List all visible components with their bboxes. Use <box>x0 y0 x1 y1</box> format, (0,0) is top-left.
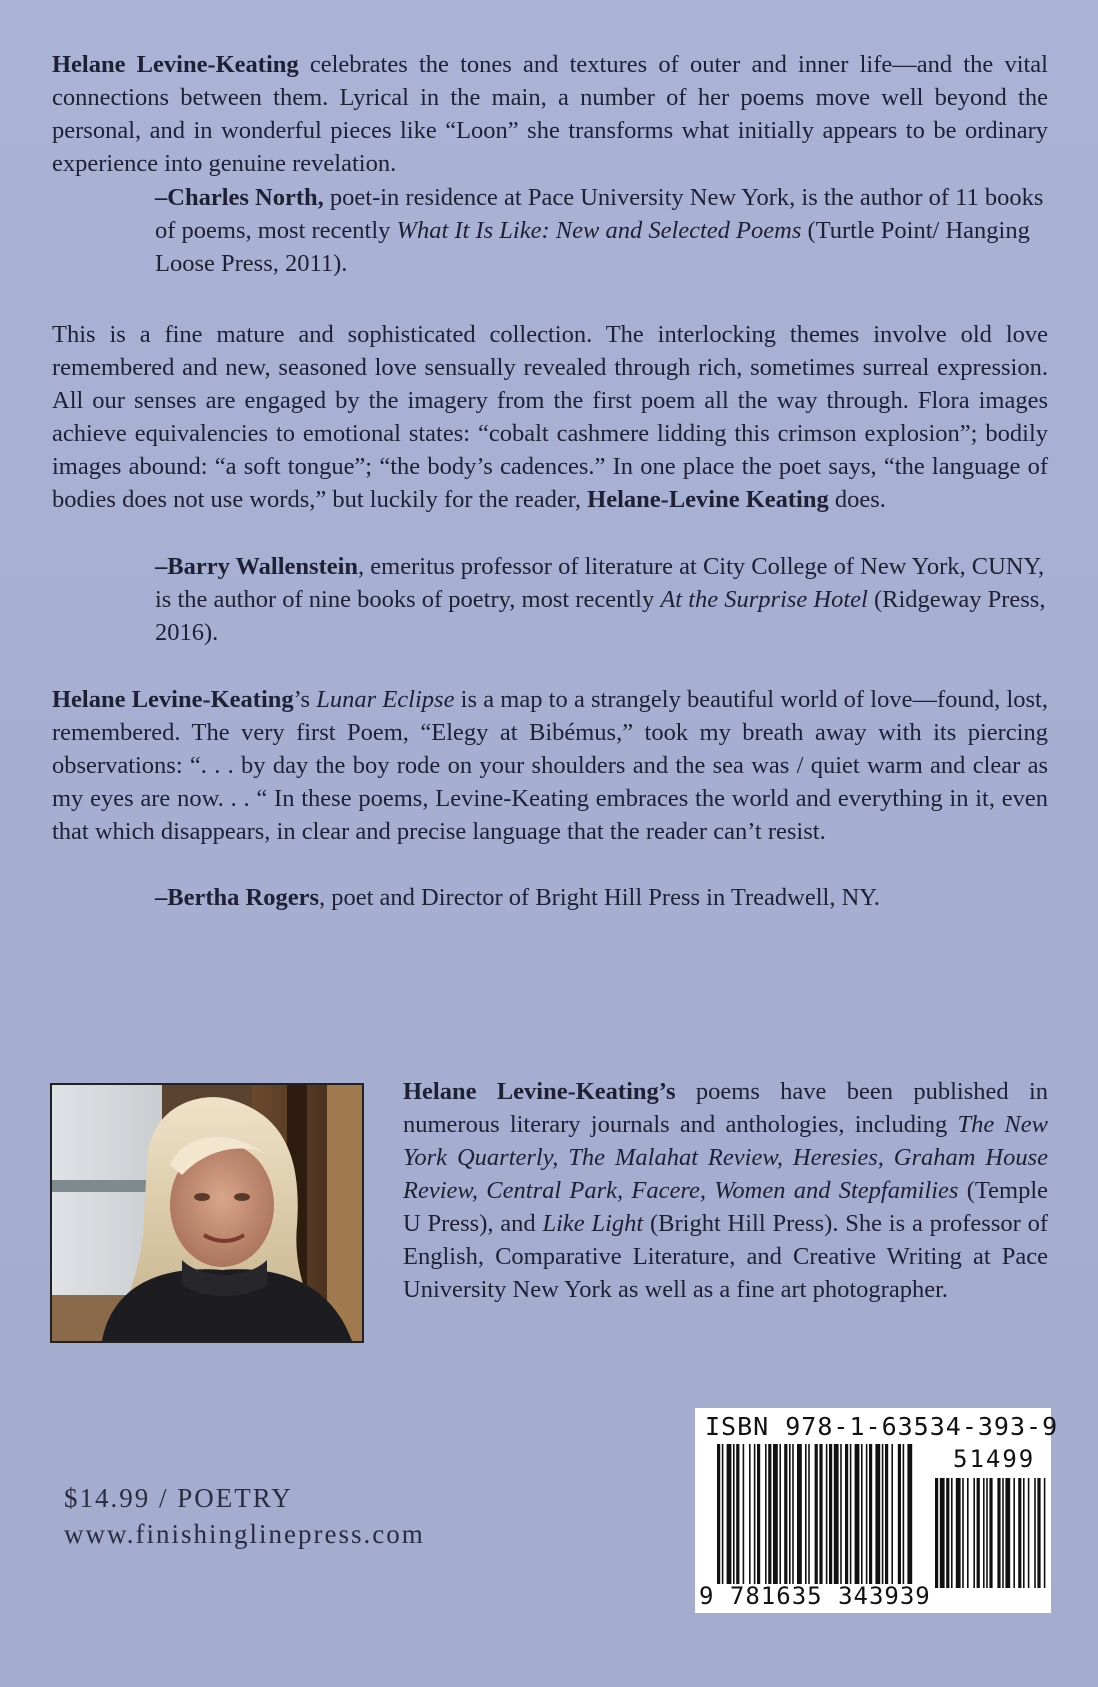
addon-bar <box>1005 1478 1010 1588</box>
book-title: Lunar Eclipse <box>316 686 455 713</box>
addon-bar <box>1037 1478 1040 1588</box>
bio-text: (Temple U Press), and <box>403 1177 1049 1237</box>
barcode-bar <box>885 1444 888 1584</box>
blurb-text: This is a fine mature and sophisticated collection. The interlocking themes involve old love remembered and new, seasoned love sensually revealed through rich, sometimes surreal expression. All our senses are engaged by the imagery from the first poem all the way through. Flora images achieve equivalencies to emotional states: “cobalt cashmere lidding this crimson explosion”; bodily images abound: “a soft tongue”; “the body’s cadences.” In one place the poet says, “the language of bodies does not use words,” but luckily for the reader, <box>52 321 1048 513</box>
ean-lead-digit: 9 <box>699 1582 715 1610</box>
author-bio <box>403 1075 1048 1306</box>
addon-bar <box>935 1478 938 1588</box>
addon-bar <box>967 1478 969 1588</box>
bio-text: poems have been published in numerous literary journals and anthologies, including <box>403 1078 1048 1138</box>
addon-bar <box>1013 1478 1015 1588</box>
barcode-bar <box>749 1444 751 1584</box>
isbn-barcode <box>695 1408 1059 1613</box>
barcode-bar <box>757 1444 760 1584</box>
barcode-bar <box>754 1444 756 1584</box>
addon-bar <box>951 1478 953 1588</box>
bio-text: (Bright Hill Press). She is a professor of English, Comparative Literature, and Creative Writing at Pace University New York as well as a fine art photographer. <box>403 1210 1048 1303</box>
journal-titles: The New York Quarterly, The Malahat Review, Heresies, Graham House Review, Central Park, Facere, Women and Stepfamilies <box>403 1111 1048 1204</box>
author-portrait-image <box>52 1085 362 1341</box>
attribution-charles-north <box>155 181 1048 280</box>
attribution-text: (Ridgeway Press, 2016). <box>155 586 1046 646</box>
barcode-bar <box>834 1444 839 1584</box>
price-category: $14.99 / POETRY <box>64 1483 293 1513</box>
addon-bar <box>940 1478 945 1588</box>
isbn-label: ISBN 978-1-63534-393-9 <box>705 1412 1059 1441</box>
blurb-barry-wallenstein <box>52 318 1048 516</box>
barcode-bar <box>784 1444 787 1584</box>
blurb-bertha-rogers <box>52 683 1048 848</box>
addon-bar <box>983 1478 985 1588</box>
attribution-text: (Turtle Point/ Hanging Loose Press, 2011). <box>155 217 1030 277</box>
barcode-bar <box>907 1444 912 1584</box>
barcode-bar <box>826 1444 828 1584</box>
barcode-bar <box>815 1444 818 1584</box>
addon-bar <box>986 1478 988 1588</box>
bio-author-name: Helane Levine-Keating’s <box>403 1078 676 1105</box>
price-and-website <box>64 1480 425 1552</box>
barcode-bar <box>891 1444 893 1584</box>
barcode-bar <box>869 1444 872 1584</box>
blurb-text: is a map to a strangely beautiful world of love—found, lost, remembered. The very first Poem, “Elegy at Bibémus,” took my breath away with its piercing observations: “. . . by day the boy rode on your shoulders and the sea was / quiet warm and clear as my eyes are now. . . “ In these poems, Levine-Keating embraces the world and everything in it, even that which disappears, in clear and precise language that the reader can’t resist. <box>52 686 1048 845</box>
attribution-barry-wallenstein <box>155 550 1048 649</box>
author-name: Helane Levine-Keating <box>52 686 294 713</box>
barcode-bar <box>850 1444 852 1584</box>
addon-bar <box>973 1478 975 1588</box>
addon-bar <box>1002 1478 1004 1588</box>
barcode-bar <box>733 1444 735 1584</box>
barcode-bar <box>789 1444 791 1584</box>
barcode-bar <box>882 1444 884 1584</box>
addon-bar <box>989 1478 992 1588</box>
addon-bar <box>1034 1478 1036 1588</box>
barcode-bar <box>875 1444 880 1584</box>
addon-bar <box>1028 1478 1030 1588</box>
author-name: Helane-Levine Keating <box>587 486 829 513</box>
attribution-text: , emeritus professor of literature at City College of New York, CUNY, is the author of nine books of poetry, most recently <box>155 553 1045 613</box>
barcode-addon-number: 51499 <box>953 1445 1036 1473</box>
addon-bar <box>997 1478 1000 1588</box>
barcode-bar <box>743 1444 745 1584</box>
attribution-name: –Charles North, <box>155 184 324 211</box>
barcode-bar <box>819 1444 822 1584</box>
barcode-bar <box>861 1444 863 1584</box>
barcode-bar <box>840 1444 842 1584</box>
barcode-bar <box>855 1444 860 1584</box>
barcode-bar <box>736 1444 739 1584</box>
addon-bar <box>977 1478 980 1588</box>
barcode-bar <box>727 1444 732 1584</box>
addon-bar <box>1044 1478 1046 1588</box>
attribution-text: , poet and Director of Bright Hill Press in Treadwell, NY. <box>318 884 880 911</box>
journal-title: Like Light <box>542 1210 644 1237</box>
ean-left-digits: 781635 <box>729 1582 823 1610</box>
book-title: At the Surprise Hotel <box>660 586 868 613</box>
blurb-charles-north <box>52 48 1048 180</box>
barcode-bar <box>722 1444 724 1584</box>
book-title: What It Is Like: New and Selected Poems <box>396 217 802 244</box>
attribution-name: –Barry Wallenstein <box>155 553 359 580</box>
author-photo <box>50 1083 364 1343</box>
barcode-bar <box>903 1444 905 1584</box>
barcode-bar <box>845 1444 848 1584</box>
attribution-bertha-rogers <box>155 881 1048 914</box>
barcode-bar <box>792 1444 794 1584</box>
barcode-bar <box>866 1444 868 1584</box>
addon-bar <box>962 1478 964 1588</box>
addon-bar <box>1018 1478 1021 1588</box>
barcode-bar <box>765 1444 767 1584</box>
barcode-bar <box>898 1444 901 1584</box>
blurb-text: does. <box>828 486 886 513</box>
addon-bar <box>956 1478 961 1588</box>
barcode-bar <box>779 1444 781 1584</box>
blurb-text: ’s <box>293 686 317 713</box>
ean-right-digits: 343939 <box>838 1582 931 1610</box>
barcode-bar <box>768 1444 771 1584</box>
barcode-bar <box>808 1444 810 1584</box>
barcode-bar <box>805 1444 807 1584</box>
blurb-text: celebrates the tones and textures of outer and inner life—and the vital connections between them. Lyrical in the main, a number of her poems move well beyond the personal, and in wonderful pieces like “Loon” she transforms what initially appears to be ordinary experience into genuine revelation. <box>52 51 1048 177</box>
addon-bar <box>1023 1478 1025 1588</box>
barcode-bar <box>717 1444 720 1584</box>
barcode-bar <box>773 1444 778 1584</box>
author-name: Helane Levine-Keating <box>52 51 299 78</box>
attribution-name: –Bertha Rogers <box>155 884 319 911</box>
barcode-bar <box>797 1444 802 1584</box>
publisher-website: www.finishinglinepress.com <box>64 1519 425 1549</box>
attribution-text: poet-in residence at Pace University New York, is the author of 11 books of poems, most recently <box>155 184 1044 244</box>
addon-bar <box>946 1478 949 1588</box>
ean-number <box>699 1582 931 1610</box>
barcode-bar <box>829 1444 832 1584</box>
